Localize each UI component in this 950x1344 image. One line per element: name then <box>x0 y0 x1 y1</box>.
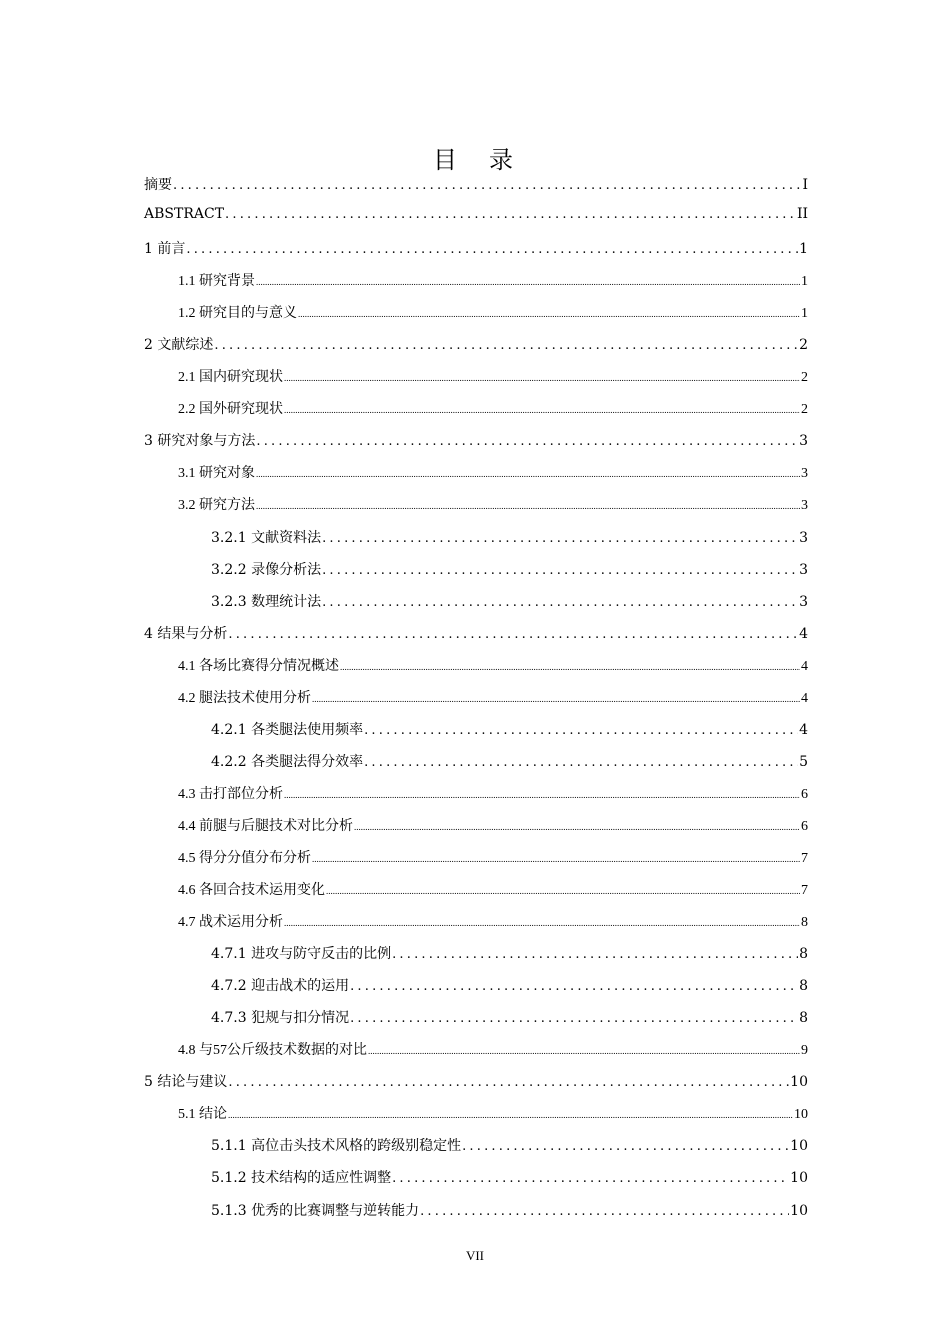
toc-leader-dots <box>173 178 801 193</box>
toc-entry-title: 5.1.1 高位击头技术风格的跨级别稳定性 <box>211 1138 462 1155</box>
toc-entry-page: 4 <box>799 625 808 642</box>
toc-leader-dots <box>354 822 800 832</box>
toc-entry[interactable] <box>144 591 808 623</box>
toc-entry-page: 1 <box>799 241 808 258</box>
page-number: VII <box>465 1248 485 1263</box>
toc-entry[interactable] <box>144 206 808 238</box>
toc-leader-dots <box>284 373 800 383</box>
toc-entry[interactable] <box>144 1135 808 1167</box>
toc-leader-dots <box>322 563 798 578</box>
toc-entry-title: 5.1.3 优秀的比赛调整与逆转能力 <box>211 1202 420 1219</box>
toc-leader-dots <box>186 242 798 257</box>
toc-entry[interactable] <box>144 430 808 462</box>
toc-entry[interactable] <box>144 238 808 270</box>
toc-entry-title: 4 结果与分析 <box>144 625 228 642</box>
toc-entry-page: 7 <box>801 850 808 866</box>
toc-entry-title: 3.2.2 录像分析法 <box>211 561 322 578</box>
toc-entry-page: 10 <box>790 1074 808 1091</box>
toc-entry[interactable] <box>144 815 808 847</box>
toc-leader-dots <box>228 1110 793 1120</box>
toc-leader-dots <box>392 1171 789 1186</box>
toc-leader-dots <box>228 1075 789 1090</box>
toc-entry-title: 2.1 国内研究现状 <box>178 370 283 386</box>
toc-leader-dots <box>312 694 800 704</box>
toc-entry-page: 3 <box>799 433 808 450</box>
toc-entry-page: 3 <box>801 498 808 514</box>
toc-entry-page: 6 <box>801 818 808 834</box>
toc-entry-page: 8 <box>799 1010 808 1027</box>
toc-entry-page: 7 <box>801 883 808 899</box>
toc-entry-title: 5.1 结论 <box>178 1107 227 1123</box>
toc-entry-page: 2 <box>801 370 808 386</box>
toc-entry-page: 10 <box>790 1170 808 1187</box>
toc-entry[interactable] <box>144 911 808 943</box>
toc-leader-dots <box>214 338 798 353</box>
toc-entry-title: 4.2.2 各类腿法得分效率 <box>211 753 364 770</box>
toc-entry-page: 3 <box>799 593 808 610</box>
toc-entry-page: 2 <box>801 402 808 418</box>
toc-entry-title: 4.2.1 各类腿法使用频率 <box>211 721 364 738</box>
toc-entry-page: 9 <box>801 1043 808 1059</box>
toc-entry[interactable] <box>144 847 808 879</box>
toc-entry-title: 3.1 研究对象 <box>178 466 255 482</box>
toc-title: 目 录 <box>433 146 517 174</box>
toc-leader-dots <box>256 277 800 287</box>
toc-leader-dots <box>284 918 800 928</box>
toc-entry-page: 2 <box>799 337 808 354</box>
toc-leader-dots <box>256 434 798 449</box>
toc-entry-page: 1 <box>801 274 808 290</box>
toc-leader-dots <box>364 755 798 770</box>
toc-entry-title: 4.1 各场比赛得分情况概述 <box>178 658 339 674</box>
toc-leader-dots <box>350 1011 798 1026</box>
toc-entry[interactable] <box>144 1167 808 1199</box>
toc-entry[interactable] <box>144 623 808 655</box>
toc-entry[interactable] <box>144 174 808 206</box>
toc-entry-title: 3.2.1 文献资料法 <box>211 529 322 546</box>
toc-leader-dots <box>284 790 800 800</box>
toc-entry[interactable] <box>144 1039 808 1071</box>
toc-entry-page: 4 <box>799 721 808 738</box>
toc-entry-title: 4.6 各回合技术运用变化 <box>178 883 325 899</box>
toc-entry-page: II <box>796 206 808 223</box>
toc-entry-title: ABSTRACT <box>144 206 225 223</box>
toc-entry-page: 8 <box>801 915 808 931</box>
toc-entry-page: 10 <box>790 1202 808 1219</box>
toc-entry[interactable] <box>144 1007 808 1039</box>
toc-entry[interactable] <box>144 270 808 302</box>
toc-entry-title: 1.1 研究背景 <box>178 274 255 290</box>
toc-entry-page: 3 <box>799 529 808 546</box>
toc-leader-dots <box>420 1204 789 1219</box>
toc-entry-page: 3 <box>799 561 808 578</box>
toc-leader-dots <box>298 309 800 319</box>
toc-entry-title: 1.2 研究目的与意义 <box>178 306 297 322</box>
toc-entry-page: 10 <box>794 1107 808 1123</box>
table-of-contents <box>144 174 808 1232</box>
toc-leader-dots <box>228 627 798 642</box>
toc-entry[interactable] <box>144 398 808 430</box>
toc-leader-dots <box>462 1139 789 1154</box>
toc-leader-dots <box>350 979 798 994</box>
toc-leader-dots <box>340 662 800 672</box>
toc-entry[interactable] <box>144 527 808 559</box>
toc-entry-title: 2.2 国外研究现状 <box>178 402 283 418</box>
toc-leader-dots <box>322 531 798 546</box>
toc-entry[interactable] <box>144 462 808 494</box>
toc-entry-page: 8 <box>799 946 808 963</box>
toc-entry-page: I <box>802 177 808 193</box>
toc-entry[interactable] <box>144 655 808 687</box>
toc-entry[interactable] <box>144 559 808 591</box>
toc-leader-dots <box>284 405 800 415</box>
toc-entry[interactable] <box>144 751 808 783</box>
toc-entry-title: 5.1.2 技术结构的适应性调整 <box>211 1170 392 1187</box>
toc-leader-dots <box>312 854 800 864</box>
toc-entry[interactable] <box>144 783 808 815</box>
toc-entry-title: 5 结论与建议 <box>144 1074 228 1091</box>
toc-entry-title: 4.7.3 犯规与扣分情况 <box>211 1010 350 1027</box>
toc-entry-title: 4.8 与57公斤级技术数据的对比 <box>178 1043 367 1059</box>
toc-entry[interactable] <box>144 334 808 366</box>
toc-leader-dots <box>392 947 798 962</box>
toc-entry[interactable] <box>144 1103 808 1135</box>
toc-entry-title: 3.2.3 数理统计法 <box>211 593 322 610</box>
toc-leader-dots <box>256 501 800 511</box>
toc-entry[interactable] <box>144 975 808 1007</box>
toc-entry-title: 摘要 <box>144 177 172 193</box>
toc-leader-dots <box>364 723 798 738</box>
toc-entry-page: 4 <box>801 690 808 706</box>
toc-entry-title: 4.7.2 迎击战术的运用 <box>211 978 350 995</box>
toc-entry[interactable] <box>144 494 808 526</box>
toc-leader-dots <box>326 886 800 896</box>
toc-entry[interactable] <box>144 366 808 398</box>
toc-entry-page: 5 <box>799 753 808 770</box>
toc-entry[interactable] <box>144 879 808 911</box>
toc-entry-title: 2 文献综述 <box>144 337 214 354</box>
toc-entry-title: 4.7 战术运用分析 <box>178 915 283 931</box>
toc-leader-dots <box>225 207 796 222</box>
toc-entry-page: 8 <box>799 978 808 995</box>
toc-leader-dots <box>322 595 798 610</box>
toc-entry-page: 3 <box>801 466 808 482</box>
toc-entry-title: 3 研究对象与方法 <box>144 433 256 450</box>
toc-entry-title: 4.5 得分分值分布分析 <box>178 850 311 866</box>
toc-entry-title: 3.2 研究方法 <box>178 498 255 514</box>
toc-entry-page: 10 <box>790 1138 808 1155</box>
toc-leader-dots <box>256 469 800 479</box>
toc-entry-title: 4.2 腿法技术使用分析 <box>178 690 311 706</box>
toc-entry-page: 6 <box>801 786 808 802</box>
toc-entry-title: 1 前言 <box>144 241 186 258</box>
toc-leader-dots <box>368 1046 800 1056</box>
toc-entry[interactable] <box>144 687 808 719</box>
toc-entry-page: 1 <box>801 306 808 322</box>
toc-entry-title: 4.3 击打部位分析 <box>178 786 283 802</box>
toc-entry-title: 4.4 前腿与后腿技术对比分析 <box>178 818 353 834</box>
toc-entry[interactable] <box>144 302 808 334</box>
toc-entry-title: 4.7.1 进攻与防守反击的比例 <box>211 946 392 963</box>
toc-entry-page: 4 <box>801 658 808 674</box>
toc-entry[interactable] <box>144 719 808 751</box>
toc-entry[interactable] <box>144 1200 808 1232</box>
toc-entry[interactable] <box>144 1071 808 1103</box>
toc-entry[interactable] <box>144 943 808 975</box>
